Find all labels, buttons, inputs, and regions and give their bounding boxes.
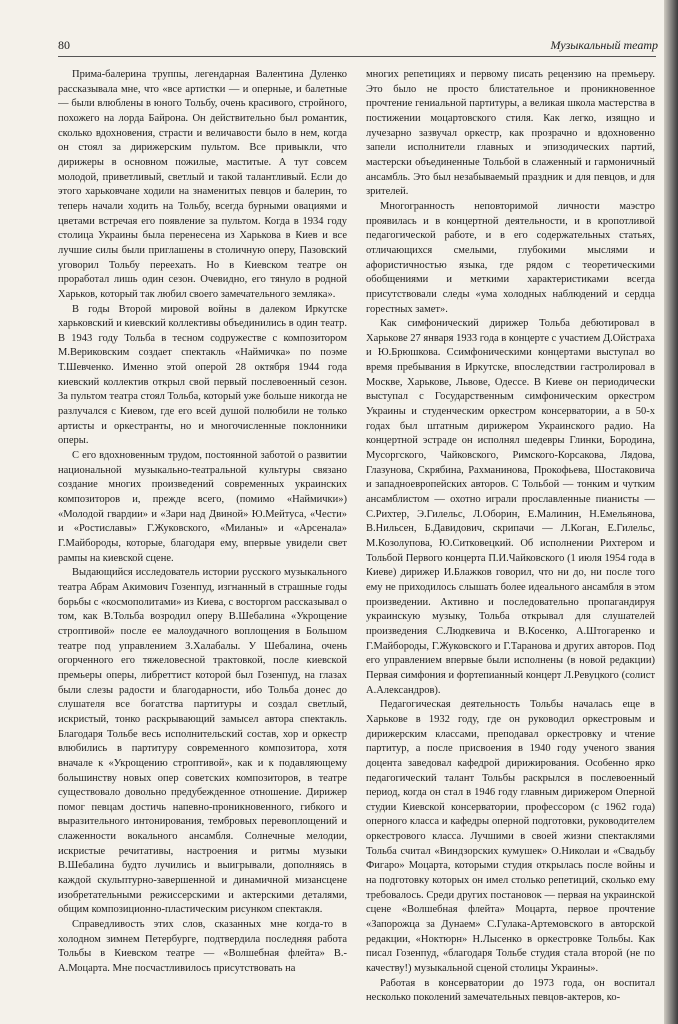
right-column [366,68,655,1003]
page-number: 80 [58,38,70,52]
paragraph: Справедливость этих слов, сказанных мне когда-то в холодном зимнем Петербурге, подтвердила последняя работа Тольбы в Киевском театре — «Волшебная флейта» В.-А.Моцарта. Мне посчастливилось присутствовать на [58,919,347,975]
paragraph: С его вдохновенным трудом, постоянной заботой о развитии национальной музыкально-театральной культуры связано создание многих произведений современных украинских композиторов и, прежде всего, (помимо «Наймички») «Молодой гвардии» и «Зари над Двиной» Ю.Мейтуса, «Чести» и «Ростиславы» Г.Жуковского, «Миланы» и «Арсенала» Г.Майбороды, которые, благодаря ему, впервые увидели свет рампы на киевской сцене. [58,450,347,564]
paragraph: Работая в консерватории до 1973 года, он воспитал несколько поколений замечательных певцов-актеров, ко- [366,977,655,1003]
paragraph: Выдающийся исследователь истории русского музыкального театра Абрам Акимович Гозенпуд, изгнанный в страшные годы борьбы с «космополитами» из Киева, с восторгом рассказывал о том, как В.Тольба возродил оперу В.Шебалина «Укрощение строптивой» после ее малоудачного воплощения в Большом театре под управлением З.Халабалы. У Шебалина, очень огорченного его тяжеловесной трактовкой, после киевской премьеры оперы, либреттист которой был Гозенпуд, на глазах были слезы радости и благодарности, ибо Тольба донес до слушателя все богатства партитуры и создал светлый, искристый, тонко раскрывающий замысел автора спектакль. Благодаря Тольбе весь исполнительский состав, хор и оркестр влюбились в партитуру современного композитора, хотя вначале к «Укрощению строптивой», как и к подавляющему большинству новых опер советских композиторов, в театре существовало довольно предубежденное отношение. Дирижер помог певцам достичь напевно-проникновенного, гибкого и выразительного интонирования, тембровых перевоплощений и слаженности вокального ансамбля. Солнечные мелодии, искристые речитативы, настроения и ритмы музыки В.Шебалина будто лучились и выигрывали, дополняясь в каждой скульптурно-завершенной и динамичной мизансцене изобретательными режиссерскими и актерскими деталями, общим композиционно-пластическим рисунком спектакля. [58,567,347,916]
left-column [58,68,347,1003]
header-rule [58,56,656,57]
paragraph: Педагогическая деятельность Тольбы началась еще в Харькове в 1932 году, где он руководил оркестровым и дирижерским классами, преподавал оркестровку и чтение партитур, а после присвоения в 1940 году ученого звания доцента заведовал кафедрой дирижирования. Особенно ярко педагогический талант Тольбы раскрылся в послевоенный период, когда он стал в 1946 году главным дирижером Оперной студии Киевской консерватории, профессором (с 1962 года) оперного класса и кафедры оперной подготовки, руководителем оркестрового класса. Лучшими в своей жизни спектаклями Тольба считал «Виндзорских кумушек» О.Николаи и «Свадьбу Фигаро» Моцарта, которыми студия открылась после войны и на подготовку которых он имел столько репетиций, сколько ему требовалось. Среди других постановок — первая на украинской сцене «Волшебная флейта» Моцарта, первое прочтение «Запорожца за Дунаем» С.Гулака-Артемовского в авторской редакции, «Ноктюрн» Н.Лысенко в оркестровке Тольбы. Как писал Гозенпуд, «благодаря Тольбе студия стала второй (не по качеству!) музыкальной сценой столицы Украины». [366,699,655,975]
book-binding-shadow [664,0,678,1024]
section-title: Музыкальный театр [550,38,658,52]
paragraph: Как симфонический дирижер Тольба дебютировал в Харькове 27 января 1933 года в концерте с участием Д.Ойстраха и Ю.Брюшкова. Ссимфоническими концертами выступал во время пребывания в Иркутске, впоследствии гастролировал в Москве, Харькове, Львове, Одессе. В Киеве он периодически выступал с Государственным симфоническим оркестром Украины и студенческим оркестром консерватории, а в 50-х годах был штатным дирижером Украинского радио. На концертной эстраде он исполнял шедевры Глинки, Бородина, Мусоргского, Чайковского, Римского-Корсакова, Лядова, Глазунова, Скрябина, Рахманинова, Прокофьева, Шостаковича и западноевропейских авторов. С Тольбой — тонким и чутким ансамблистом — охотно играли прославленные пианисты — С.Рихтер, Э.Гилельс, Л.Оборин, Е.Малинин, Н.Емельянова, В.Нильсен, Б.Давидович, скрипачи — Л.Коган, Е.Гилельс, М.Козолупова, Ю.Ситковецкий. Об исполнении Рихтером и Тольбой Первого концерта П.И.Чайковского (1 июля 1954 года в Киеве) дирижер И.Блажков говорил, что ни до, ни после того ему не приходилось слышать более идеального ансамбля в этом произведении. Активно и последовательно пропагандируя украинскую музыку, Тольба открывал для слушателей произведения С.Людкевича и В.Косенко, А.Штогаренко и Г.Майбороды, Г.Жуковского и Г.Таранова и других авторов. Под его управлением впервые были исполнены (в новой редакции) Первая симфония и фортепианный концерт Л.Ревуцкого (солист А.Александров). [366,318,655,696]
paragraph: В годы Второй мировой войны в далеком Иркутске харьковский и киевский коллективы объединились в один театр. В 1943 году Тольба в тесном содружестве с композитором М.Вериковским создает спектакль «Наймичка» по поэме Т.Шевченко. Именно этой оперой 28 октября 1944 года киевский коллектив открыл свой первый послевоенный сезон. За пультом театра стоял Тольба, который уже больше никогда не разлучался с Киевом, где его всей душой полюбили не только артисты и оркестранты, но и многочисленные поклонники оперы. [58,303,347,447]
paragraph-continued: многих репетициях и первому писать рецензию на премьеру. Это было не просто блистательное и проникновенное прочтение гениальной партитуры, а великая школа мастерства в постижении моцартовского стиля. Как легко, изящно и лучезарно зазвучал оркестр, как прозрачно и вдохновенно запели исполнители главных и эпизодических партий, мастерски объединенные Тольбой в слаженный и гармоничный ансамбль. Это был незабываемый праздник и для певцов, и для зрителей. [366,69,655,198]
paragraph: Многогранность неповторимой личности маэстро проявилась и в концертной деятельности, и в кропотливой педагогической работе, и в его содержательных статьях, отличающихся смелыми, глубокими мыслями и афористичностью языка, где рядом с теоретическими обобщениями и меткими характеристиками всегда присутствовали следы «ума холодных наблюдений и сердца горестных замет». [366,200,655,315]
paragraph: Прима-балерина труппы, легендарная Валентина Дуленко рассказывала мне, что «все артистки — и оперные, и балетные — были влюблены в юного Тольбу, очень красивого, стройного, похожего на лорда Байрона. Он действительно был романтик, сколько вдохновения, страсти и величавости было в нем, когда он стоял за дирижерским пультом. Все привыкли, что дирижеры в основном пожилые, маститые. А тут совсем молодой, приветливый, светлый и такой талантливый. Если до этого харьковчане ходили на знаменитых певцов и балерин, то теперь начали ходить на Тольбу, всегда бурными овациями и цветами встречая его появление за пультом. Когда в 1934 году столица Украины была перенесена из Харькова в Киев и все лучшие силы были приглашены в столичную оперу, Пазовский уговорил Тольбу переехать. Но в Киевском театре он проработал лишь один сезон. Очевидно, его тянуло в родной Харьков, который так любил своего замечательного земляка». [58,69,347,300]
running-head [58,38,658,52]
